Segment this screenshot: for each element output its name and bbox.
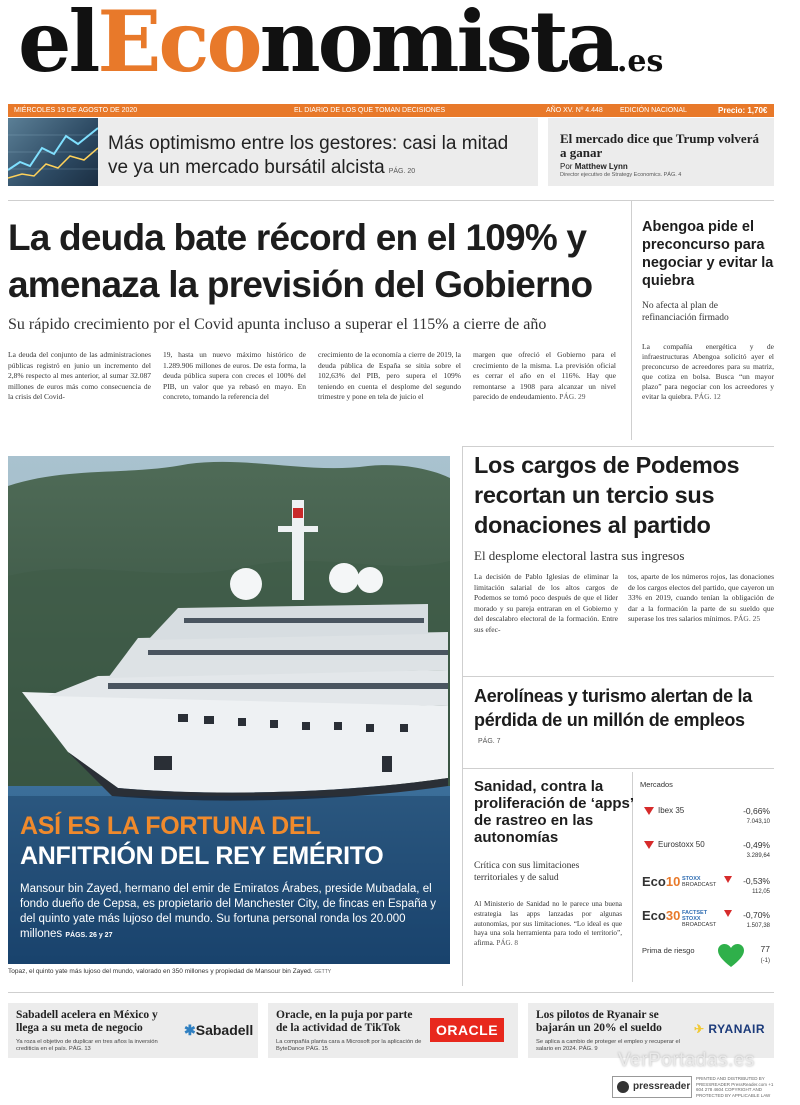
heart-icon: [718, 944, 744, 968]
down-arrow-icon: [644, 841, 654, 849]
main-body-col-1: La deuda del conjunto de las administraciones públicas registró en junio un incremento del 2,8% respecto al mes anterior, al sumar 32.087 millones de euros más como consecuencia de la crisis del Covid-: [8, 350, 151, 401]
teaser-gestores[interactable]: [8, 118, 538, 186]
market-row-eco10: [640, 874, 774, 908]
divider: [462, 676, 774, 677]
sanidad-body-text: Al Ministerio de Sanidad no le parece una buena estrategia las apps lanzadas por algunas autonomías, por sus limitaciones. “Lo ideal es que haya una sola herramienta para todo el territorio”, afirma.: [474, 900, 622, 948]
aerolineas-headline[interactable]: Aerolíneas y turismo alertan de la pérdida de un millón de empleos: [474, 686, 752, 730]
market-row-eurostoxx: [640, 838, 774, 872]
podemos-body-col-2: [628, 572, 774, 625]
podemos-page: PÁG. 25: [733, 614, 761, 623]
ryanair-page: PÁG. 9: [578, 1046, 598, 1052]
sanidad-page: PÁG. 8: [496, 939, 518, 948]
prima-value: 77: [760, 944, 770, 954]
main-page: PÁG. 29: [559, 392, 586, 401]
market-name: Ibex 35: [658, 806, 685, 815]
main-subheadline: Su rápido crecimiento por el Covid apunta incluso a superar el 115% a cierre de año: [8, 316, 547, 333]
market-change: -0,66%: [743, 806, 770, 816]
byline-prefix: Por: [560, 162, 573, 171]
divider: [631, 200, 632, 440]
sabadell-desc-text: Ya roza el objetivo de duplicar en tres años la inversión crediticia en el país.: [16, 1039, 158, 1052]
sabadell-desc: [16, 1039, 176, 1053]
market-row-eco30: [640, 908, 774, 942]
markets-title: Mercados: [640, 780, 673, 789]
divider: [462, 768, 774, 769]
market-row-ibex: [640, 804, 774, 838]
divider: [8, 200, 774, 201]
abengoa-body: [642, 342, 774, 402]
markets-panel: [640, 778, 774, 974]
down-arrow-icon: [724, 910, 732, 917]
podemos-headline[interactable]: Los cargos de Podemos recortan un tercio sus donaciones al partido: [474, 452, 740, 538]
podemos-subheadline: El desplome electoral lastra sus ingresos: [474, 548, 685, 563]
photo-credit: GETTY: [314, 969, 332, 975]
broadcast-label: BROADCAST: [682, 922, 717, 928]
teaser-trump-page: PÁG. 4: [663, 172, 682, 178]
yacht-photo[interactable]: [8, 456, 450, 964]
ryanair-logo: [694, 1022, 765, 1036]
main-body-col-4: [473, 350, 616, 403]
newspaper-logo[interactable]: [18, 0, 663, 91]
eco10-label: Eco: [642, 874, 666, 889]
abengoa-page: PÁG. 12: [694, 392, 721, 401]
oracle-page: PÁG. 15: [305, 1046, 328, 1052]
abengoa-headline[interactable]: Abengoa pide el preconcurso para negociar y evitar la quiebra: [642, 219, 774, 289]
eco10-logo: [642, 874, 680, 889]
pressreader-notice: PRINTED AND DISTRIBUTED BY PRESSREADER PressReader.com +1 604 278 4604 COPYRIGHT AND PROTECTED BY APPLICABLE LAW: [696, 1076, 774, 1098]
aerolineas-page: PÁG. 7: [478, 738, 501, 745]
logo-el: el: [18, 0, 98, 91]
teaser-trump[interactable]: [548, 118, 774, 186]
eco30-number: 30: [665, 908, 681, 923]
main-body-col-2: 19, hasta un nuevo máximo histórico de 1.289.906 millones de euros. De esta forma, la deuda pública supera con creces el 100% del PIB, un valor que ya rebasó en mayo. En concreto, tomando la referencia del: [163, 350, 306, 401]
abengoa-body-text: La compañía energética y de infraestructuras Abengoa solicitó ayer el preconcurso de acreedores para su matriz, que cotiza en bolsa. Busca “un mayor plazo” para negociar con los acreedores y evitar la quiebra.: [642, 342, 774, 401]
teaser-gestores-title: [108, 132, 528, 184]
factset-label: FACTSET: [682, 910, 708, 916]
dateline-slogan: EL DIARIO DE LOS QUE TOMAN DECISIONES: [294, 107, 446, 114]
eco10-stoxx: [682, 876, 716, 888]
podemos-body-col-1: La decisión de Pablo Iglesias de eliminar la limitación salarial de los altos cargos de Podemos se tomó poco después de que el líder morado y su pareja entraran en el Gobierno y del descalabro electoral de la formación. Entre sus efec-: [474, 572, 618, 634]
main-headline[interactable]: La deuda bate récord en el 109% y amenaza la previsión del Gobierno: [8, 217, 593, 305]
divider: [462, 446, 774, 447]
photo-headline-2: ANFITRIÓN DEL REY EMÉRITO: [20, 842, 384, 870]
photo-headline-1: ASÍ ES LA FORTUNA DEL: [20, 812, 321, 840]
masthead: [0, 0, 800, 104]
broadcast-label: BROADCAST: [682, 882, 717, 888]
oracle-logo: ORACLE: [430, 1018, 504, 1042]
teaser-gestores-page: PÁG. 20: [388, 168, 416, 175]
photo-text-body: Mansour bin Zayed, hermano del emir de Emiratos Árabes, preside Mubadala, el fondo dueño de Cepsa, es propietario del Manchester City, de fincas en España y del quinto yate más lujoso del mundo. Su fortuna personal ronda los 20.000 millones: [20, 883, 436, 940]
author-role: Director ejecutivo de Strategy Economics.: [560, 172, 663, 178]
photo-text: [20, 882, 440, 943]
dateline-bar: [8, 104, 774, 117]
sanidad-body: [474, 900, 622, 949]
divider: [462, 446, 463, 986]
photo-caption: [8, 968, 450, 975]
down-arrow-icon: [724, 876, 732, 883]
sabadell-page: PÁG. 13: [68, 1046, 91, 1052]
ryanair-logo-text: RYANAIR: [708, 1022, 766, 1036]
dateline-date: MIÉRCOLES 19 DE AGOSTO DE 2020: [14, 107, 138, 114]
stoxx-label: STOXX: [682, 916, 701, 922]
pressreader-icon: [617, 1081, 629, 1093]
main-body-col-4-text: margen que ofreció el Gobierno para el crecimiento de la misma. La previsión oficial es cerrar el año en el 116%. Hay que remontarse a 1908 para alcanzar un nivel parecido de endeudamiento.: [473, 350, 616, 401]
eco30-label: Eco: [642, 908, 666, 923]
prima-delta: (-1): [760, 958, 770, 964]
dateline-price: Precio: 1,70€: [718, 106, 768, 115]
oracle-headline: Oracle, en la puja por parte de la actividad de TikTok: [276, 1009, 413, 1034]
market-value: 3.289,64: [746, 853, 770, 859]
market-change: -0,53%: [743, 876, 770, 886]
teaser-trump-title: El mercado dice que Trump volverá a ganar: [560, 131, 759, 160]
sabadell-logo: [184, 1022, 253, 1039]
pressreader-badge[interactable]: [612, 1076, 692, 1098]
bottom-story-oracle[interactable]: [268, 1003, 518, 1058]
stock-chart-image: [8, 118, 98, 186]
logo-nomista: nomista: [259, 0, 617, 91]
teaser-gestores-text: Más optimismo entre los gestores: casi la mitad ve ya un mercado bursátil alcista: [108, 133, 509, 178]
sabadell-logo-text: Sabadell: [195, 1022, 254, 1038]
stoxx-label: STOXX: [682, 876, 701, 882]
sanidad-subheadline: Crítica con sus limitaciones territoriales y de salud: [474, 861, 580, 883]
abengoa-subheadline: No afecta al plan de refinanciación firmado: [642, 301, 729, 323]
photo-caption-text: Topaz, el quinto yate más lujoso del mundo, valorado en 350 millones y propiedad de Mansour bin Zayed.: [8, 968, 313, 975]
dateline-edition: EDICIÓN NACIONAL: [620, 107, 687, 114]
divider: [8, 992, 774, 993]
byline-author: Matthew Lynn: [574, 162, 628, 171]
eco30-logo: [642, 908, 680, 923]
down-arrow-icon: [644, 807, 654, 815]
sabadell-mark-icon: ✱: [184, 1022, 196, 1038]
watermark: VerPortadas.es: [618, 1050, 755, 1071]
sanidad-headline[interactable]: Sanidad, contra la proliferación de ‘apps’ de rastreo en las autonomías: [474, 778, 634, 846]
logo-eco: Eco: [97, 0, 260, 91]
market-value: 1.507,38: [746, 923, 770, 929]
market-change: -0,49%: [743, 840, 770, 850]
dateline-edition-number: AÑO XV. Nº 4.448: [546, 107, 603, 114]
market-change: -0,70%: [743, 910, 770, 920]
teaser-trump-byline: [560, 162, 764, 171]
oracle-desc: [276, 1039, 426, 1053]
main-body-col-3: crecimiento de la economía a cierre de 2019, la deuda pública de España se sitúa sobre el 102,63% del PIB, pero supera el 109% teniendo en cuenta el desplome del segundo trimestre y pone en tela de juicio el: [318, 350, 461, 401]
eco30-stoxx: [682, 910, 716, 928]
bottom-story-sabadell[interactable]: [8, 1003, 258, 1058]
ryanair-desc-text: Se aplica a cambio de proteger el empleo y recuperar el salario en 2024.: [536, 1039, 681, 1052]
eco10-number: 10: [665, 874, 681, 889]
ryanair-headline: Los pilotos de Ryanair se bajarán un 20% el sueldo: [536, 1009, 662, 1034]
market-value: 7.043,10: [746, 819, 770, 825]
oracle-desc-text: La compañía planta cara a Microsoft por la aplicación de ByteDance: [276, 1039, 422, 1052]
market-name: Eurostoxx 50: [658, 840, 705, 849]
market-value: 112,05: [752, 889, 770, 895]
pressreader-label: pressreader: [633, 1081, 691, 1092]
prima-label: Prima de riesgo: [642, 946, 695, 955]
podemos-body-col-2-text: tos, aparte de los números rojos, las donaciones de los cargos electos del partido, que cayeron un 33% en 2019, cuando tenían la obligación de dar a la formación la parte de su sueldo que superase los tres salarios mínimos.: [628, 572, 774, 623]
logo-tld: .es: [616, 44, 664, 79]
teaser-trump-role: [560, 172, 764, 178]
ryanair-harp-icon: ✈: [694, 1022, 705, 1036]
photo-page: PÁGS. 26 y 27: [65, 932, 113, 939]
sabadell-headline: Sabadell acelera en México y llega a su meta de negocio: [16, 1009, 158, 1034]
